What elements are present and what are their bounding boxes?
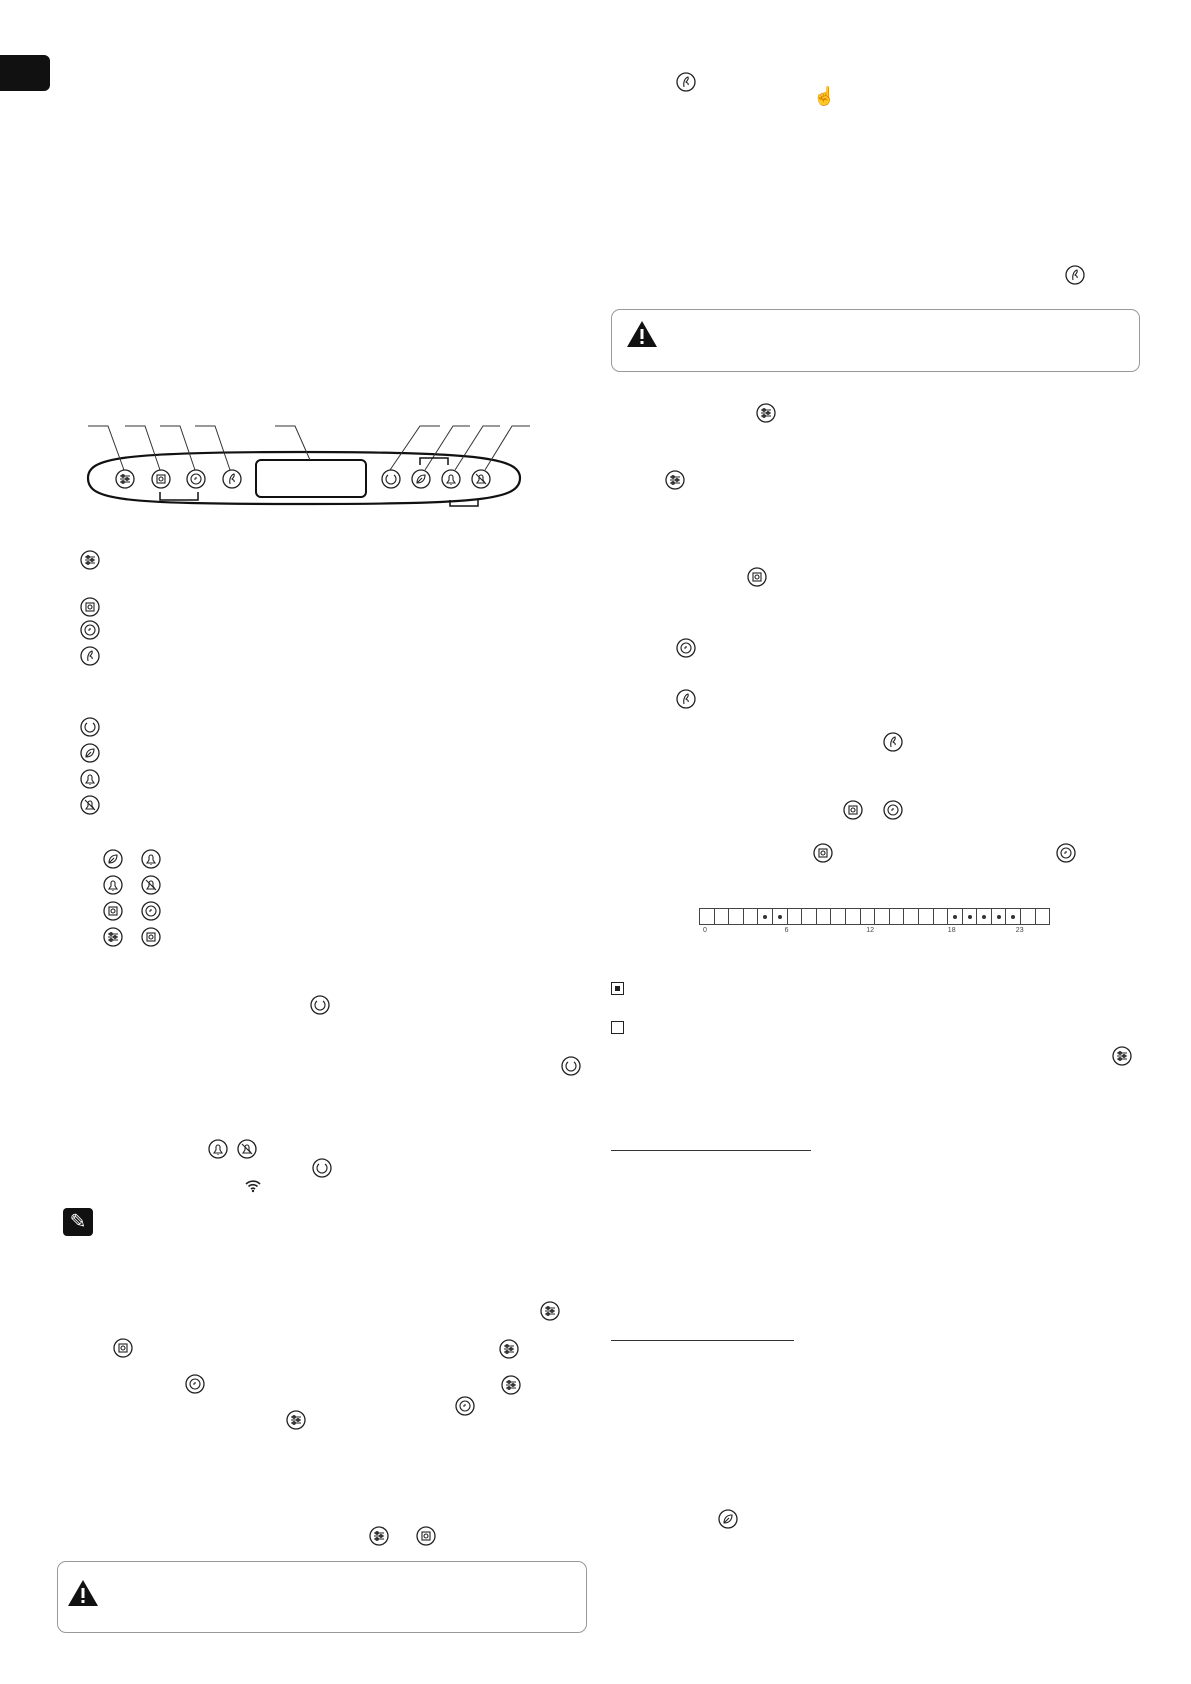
section-underline bbox=[611, 1340, 794, 1341]
filter-icon bbox=[843, 800, 863, 820]
settings-icon bbox=[369, 1526, 389, 1546]
settings-icon bbox=[1112, 1046, 1132, 1066]
power-icon bbox=[80, 717, 100, 737]
hour-label: 12 bbox=[866, 927, 874, 934]
control-panel-diagram bbox=[80, 420, 530, 520]
section-underline bbox=[611, 1150, 811, 1151]
hour-cell-22 bbox=[1020, 908, 1036, 925]
hour-cell-15 bbox=[918, 908, 934, 925]
filter-icon bbox=[416, 1526, 436, 1546]
warning-icon bbox=[66, 1578, 100, 1608]
settings-icon bbox=[499, 1339, 519, 1359]
bell-icon bbox=[141, 849, 161, 869]
boost-button-icon bbox=[222, 469, 242, 489]
hand-pointer-icon: ☝ bbox=[813, 86, 836, 106]
filter-icon bbox=[113, 1338, 133, 1358]
settings-icon bbox=[80, 550, 100, 570]
hour-label: 0 bbox=[703, 927, 707, 934]
warning-box bbox=[611, 309, 1140, 372]
leaf-icon bbox=[103, 849, 123, 869]
note-pencil-icon: ✎ bbox=[63, 1208, 93, 1236]
clock-icon bbox=[676, 638, 696, 658]
clock-button-icon bbox=[186, 469, 206, 489]
warning-icon bbox=[625, 319, 659, 349]
power-icon bbox=[312, 1158, 332, 1178]
boost-icon bbox=[80, 646, 100, 666]
hour-schedule-grid bbox=[700, 908, 1050, 925]
bell-icon bbox=[103, 875, 123, 895]
hour-cell-3 bbox=[743, 908, 759, 925]
hour-cell-20 bbox=[991, 908, 1007, 925]
hour-cell-6 bbox=[787, 908, 803, 925]
hour-cell-11 bbox=[860, 908, 876, 925]
filter-icon bbox=[103, 901, 123, 921]
hour-cell-5 bbox=[772, 908, 788, 925]
hour-cell-9 bbox=[830, 908, 846, 925]
settings-icon bbox=[665, 470, 685, 490]
hour-cell-1 bbox=[714, 908, 730, 925]
hour-cell-19 bbox=[976, 908, 992, 925]
warning-box bbox=[57, 1561, 587, 1633]
settings-icon bbox=[540, 1301, 560, 1321]
hour-label: 23 bbox=[1015, 927, 1024, 934]
filter-button-icon bbox=[151, 469, 171, 489]
hour-cell-16 bbox=[933, 908, 949, 925]
boost-icon bbox=[1065, 265, 1085, 285]
settings-icon bbox=[286, 1410, 306, 1430]
settings-icon bbox=[103, 927, 123, 947]
settings-icon bbox=[756, 403, 776, 423]
power-button-icon bbox=[381, 469, 401, 489]
hour-label: 18 bbox=[947, 927, 956, 934]
clock-icon bbox=[883, 800, 903, 820]
checkbox-active-legend bbox=[611, 982, 624, 995]
clock-icon bbox=[455, 1396, 475, 1416]
hour-cell-12 bbox=[874, 908, 890, 925]
bell-icon bbox=[80, 769, 100, 789]
clock-icon bbox=[1056, 843, 1076, 863]
checkbox-inactive-legend bbox=[611, 1021, 624, 1034]
hour-cell-10 bbox=[845, 908, 861, 925]
clock-icon bbox=[185, 1374, 205, 1394]
clock-icon bbox=[80, 620, 100, 640]
language-tab bbox=[0, 55, 50, 91]
bell-icon bbox=[208, 1139, 228, 1159]
boost-icon bbox=[676, 72, 696, 92]
boost-icon bbox=[676, 689, 696, 709]
leaf-icon bbox=[80, 743, 100, 763]
bell-off-icon bbox=[141, 875, 161, 895]
settings-icon bbox=[501, 1375, 521, 1395]
hour-label: 6 bbox=[784, 927, 789, 934]
clock-icon bbox=[141, 901, 161, 921]
alarm-button-icon bbox=[441, 469, 461, 489]
hour-cell-17 bbox=[947, 908, 963, 925]
hour-cell-18 bbox=[962, 908, 978, 925]
hour-cell-8 bbox=[816, 908, 832, 925]
wifi-icon bbox=[243, 1175, 263, 1195]
leaf-icon bbox=[718, 1509, 738, 1529]
power-icon bbox=[310, 995, 330, 1015]
power-icon bbox=[561, 1056, 581, 1076]
hour-cell-0 bbox=[699, 908, 715, 925]
filter-icon bbox=[141, 927, 161, 947]
eco-button-icon bbox=[411, 469, 431, 489]
hour-cell-23 bbox=[1035, 908, 1051, 925]
bell-off-icon bbox=[237, 1139, 257, 1159]
hour-cell-13 bbox=[889, 908, 905, 925]
hour-cell-21 bbox=[1005, 908, 1021, 925]
filter-icon bbox=[813, 843, 833, 863]
boost-icon bbox=[883, 732, 903, 752]
filter-icon bbox=[747, 567, 767, 587]
filter-icon bbox=[80, 597, 100, 617]
hour-cell-7 bbox=[801, 908, 817, 925]
settings-button-icon bbox=[115, 469, 135, 489]
bell-off-icon bbox=[80, 795, 100, 815]
hour-cell-14 bbox=[903, 908, 919, 925]
hour-cell-4 bbox=[757, 908, 773, 925]
mute-button-icon bbox=[471, 469, 491, 489]
hour-cell-2 bbox=[728, 908, 744, 925]
